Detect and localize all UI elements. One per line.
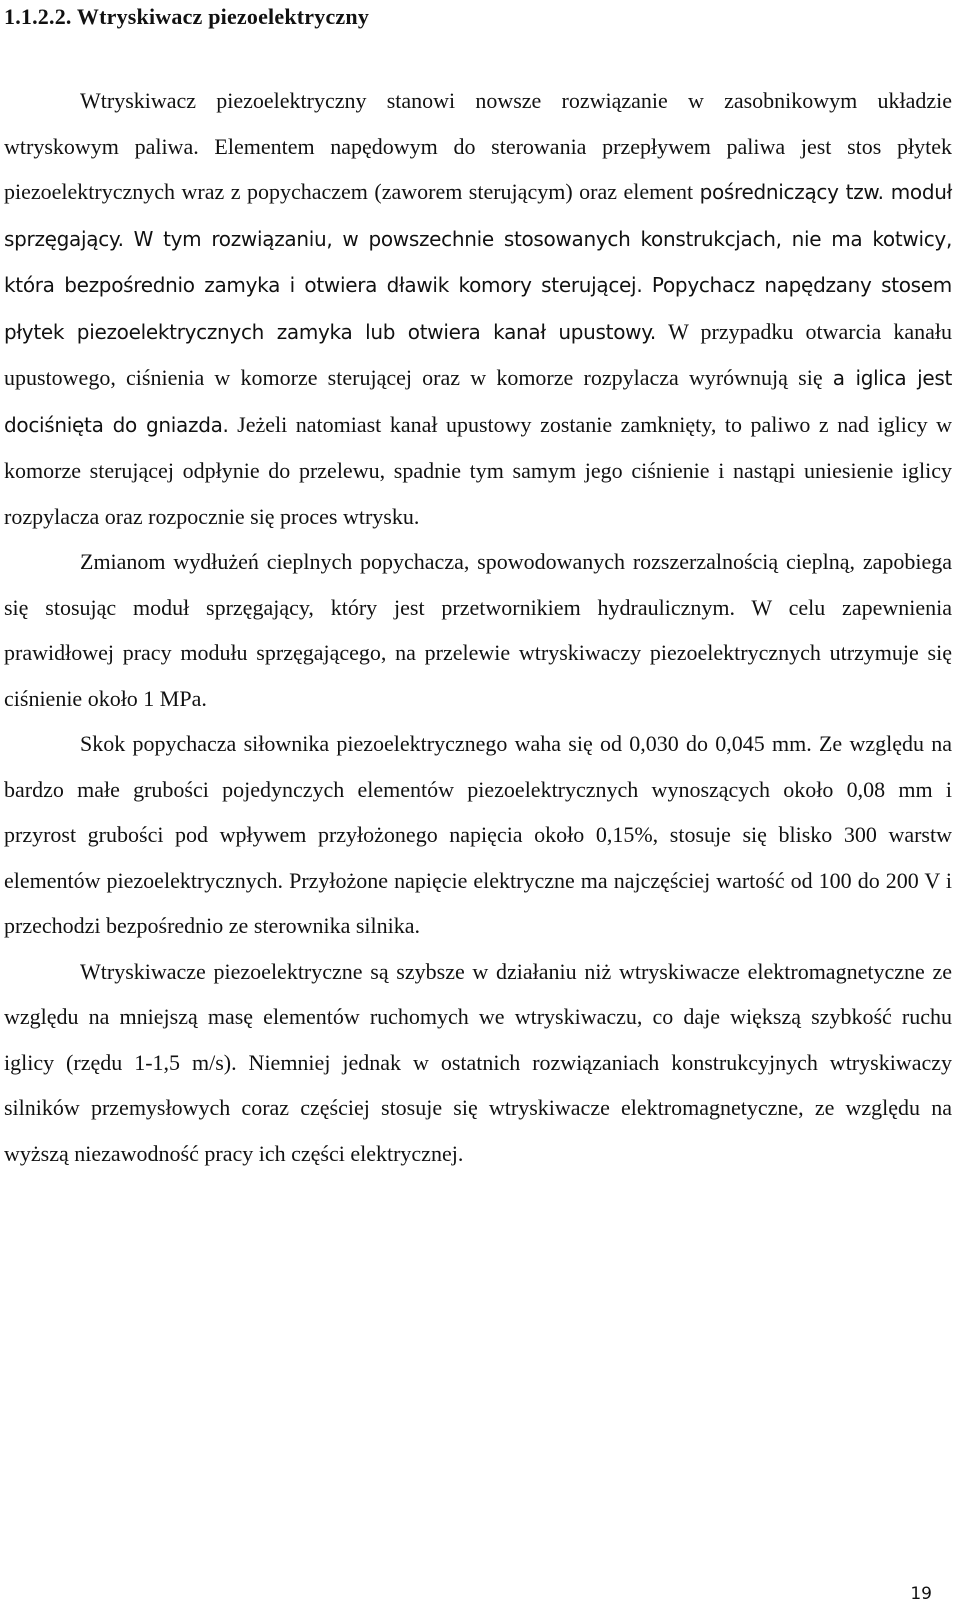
paragraph-1-part-c: W przypadku otwarcia kanału upustowego, ciśnienia w komorze sterującej oraz w komorze rozpylacza wyrównują się [4,318,952,390]
paragraph-1-part-b: pośredniczący tzw. moduł sprzęgający. W tym rozwiązaniu, w powszechnie stosowanych konstrukcjach, nie ma kotwicy, która bezpośrednio zamyka i otwiera dławik komory sterującej. Popychacz napędzany stosem płytek piezoelektrycznych zamyka lub otwiera kanał upustowy. [4,180,952,344]
paragraph-3: Skok popychacza siłownika piezoelektrycznego waha się od 0,030 do 0,045 mm. Ze względu na bardzo małe grubości pojedynczych elementów piezoelektrycznych wynoszących około 0,08 mm i przyrost grubości pod wpływem przyłożonego napięcia około 0,15%, stosuje się blisko 300 warstw elementów piezoelektrycznych. Przyłożone napięcie elektryczne ma najczęściej wartość od 100 do 200 V i przechodzi bezpośrednio ze sterownika silnika. [4,731,952,938]
paragraph-1-part-e: Jeżeli natomiast kanał upustowy zostanie zamknięty, to paliwo z nad iglicy w komorze sterującej odpłynie do przelewu, spadnie tym samym jego ciśnienie i nastąpi uniesienie iglicy rozpylacza oraz rozpocznie się proces wtrysku. [4,411,953,529]
section-heading: 1.1.2.2. Wtryskiwacz piezoelektryczny [4,4,370,29]
paragraph-1-part-d: a iglica jest dociśnięta do gniazda. [4,366,952,437]
document-page [4,0,952,1176]
paragraph-2: Zmianom wydłużeń cieplnych popychacza, spowodowanych rozszerzalnością cieplną, zapobiega się stosując moduł sprzęgający, który jest przetwornikiem hydraulicznym. W celu zapewnienia prawidłowej pracy modułu sprzęgającego, na przelewie wtryskiwaczy piezoelektrycznych utrzymuje się ciśnienie około 1 MPa. [4,549,952,711]
page-number: 19 [910,1584,932,1604]
paragraph-1-part-a: Wtryskiwacz piezoelektryczny stanowi nowsze rozwiązanie w zasobnikowym układzie wtryskowym paliwa. Elementem napędowym do sterowania przepływem paliwa jest stos płytek piezoelektrycznych wraz z popychaczem (zaworem sterującym) oraz element [4,88,952,204]
paragraph-1 [4,78,952,539]
paragraph-4: Wtryskiwacze piezoelektryczne są szybsze w działaniu niż wtryskiwacze elektromagnetyczne ze względu na mniejszą masę elementów ruchomych we wtryskiwaczu, co daje większą szybkość ruchu iglicy (rzędu 1-1,5 m/s). Niemniej jednak w ostatnich rozwiązaniach konstrukcyjnych wtryskiwaczy silników przemysłowych coraz częściej stosuje się wtryskiwacze elektromagnetyczne, ze względu na wyższą niezawodność pracy ich części elektrycznej. [4,958,952,1166]
